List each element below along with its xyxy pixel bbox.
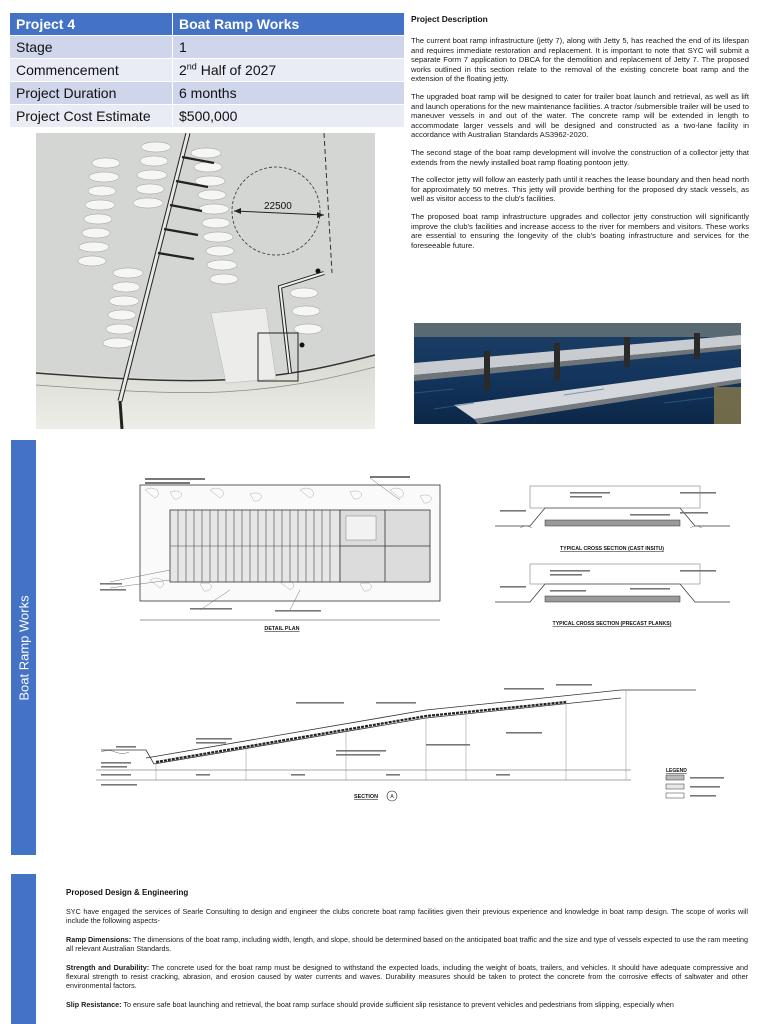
aerial-site-plan (36, 133, 375, 429)
row-label: Stage (10, 36, 173, 59)
row-label: Commencement (10, 59, 173, 82)
design-engineering-section (66, 888, 748, 1018)
description-paragraph: The collector jetty will follow an easterly path until it reaches the lease boundary and then head north for approximately 50 metres. This jetty will provide berthing for the proposed dry stack vessels, as well as visitor access to the club's facilities. (411, 175, 749, 204)
row-label: Project Cost Estimate (10, 105, 173, 128)
design-heading: Proposed Design & Engineering (66, 888, 189, 897)
description-heading: Project Description (411, 14, 488, 24)
section-side-bar-2 (11, 874, 36, 1024)
cross-section-drawings (490, 478, 735, 633)
cross-section-1-title: TYPICAL CROSS SECTION (CAST INSITU) (560, 546, 664, 552)
section-marker: A (390, 794, 394, 800)
table-row-cost (10, 105, 405, 128)
table-row-duration (10, 82, 405, 105)
table-row-stage (10, 36, 405, 59)
design-item-title: Slip Resistance: (66, 999, 122, 1009)
design-item-strength (66, 963, 748, 991)
description-paragraph: The second stage of the boat ramp development will involve the construction of a collector jetty that extends from the newly installed boat ramp floating pontoon jetty. (411, 147, 749, 167)
ordinal-suffix: nd (186, 61, 197, 72)
design-item-text: The dimensions of the boat ramp, including width, length, and slope, should be determined based on the anticipated boat traffic and the size and type of vessels expected to use the ram meeting all relevant Australian Standards. (66, 934, 748, 954)
detail-plan-drawing (100, 470, 480, 635)
legend-swatch (666, 793, 684, 798)
description-paragraph: The upgraded boat ramp will be designed to cater for trailer boat launch and retrieval, as well as lift and launch operations for the new maintenance facilities. A tractor /submersible trailer will be used to maneuver vessels in and out of the water. The concrete ramp will be extended in length to accommodate larger vessels and will be designed and constructed as a two-lane facility in accordance with Australian Standards AS3962-2020. (411, 91, 749, 140)
project-number-cell: Project 4 (10, 13, 173, 36)
design-item-slip-resistance (66, 1000, 748, 1009)
dimension-label: 22500 (264, 201, 292, 212)
long-section-drawing (96, 680, 738, 820)
row-value (173, 59, 405, 82)
commencement-number: 2 (179, 62, 187, 78)
row-value: 1 (173, 36, 405, 59)
cross-section-2-title: TYPICAL CROSS SECTION (PRECAST PLANKS) (552, 621, 672, 627)
floating-pontoon-photo (414, 323, 741, 424)
design-intro: SYC have engaged the services of Searle Consulting to design and engineer the clubs concrete boat ramp facilities given their previous experience and knowledge in boat ramp design. The scope of works will include the following aspects- (66, 907, 748, 926)
section-title: SECTION (354, 794, 378, 800)
commencement-period: Half of 2027 (196, 62, 277, 78)
design-item-text: The concrete used for the boat ramp must be designed to withstand the expected loads, including the weight of boats, trailers, and vehicles. It should have adequate compressive and flexural strength to resist cracking, abrasion, and erosion caused by water currents and waves. Durability measures should be taken to protect the concrete from the corrosive effects of saltwater and other environmental factors. (66, 962, 748, 991)
row-label: Project Duration (10, 82, 173, 105)
project-description (411, 14, 749, 258)
table-header-row (10, 13, 405, 36)
section-side-label: Boat Ramp Works (16, 594, 31, 701)
design-item-title: Ramp Dimensions: (66, 934, 132, 944)
design-item-text: To ensure safe boat launching and retrieval, the boat ramp surface should provide sufficient slip resistance to prevent vehicles and pedestrians from slipping, especially when (121, 999, 674, 1009)
row-value: $500,000 (173, 105, 405, 128)
table-row-commencement (10, 59, 405, 82)
legend-title: LEGEND (666, 768, 687, 774)
legend-swatch (666, 775, 684, 780)
detail-plan-title: DETAIL PLAN (264, 626, 300, 632)
design-item-ramp-dimensions (66, 935, 748, 954)
project-name-cell: Boat Ramp Works (173, 13, 405, 36)
legend-swatch (666, 784, 684, 789)
section-side-bar (11, 440, 36, 855)
project-summary-table (9, 12, 405, 128)
description-paragraph: The proposed boat ramp infrastructure upgrades and collector jetty construction will significantly improve the club's facilities and increase access to the river for members and visitors. These works are essential to ensuring the longevity of the club's boating infrastructure and services for the foreseeable future. (411, 211, 749, 250)
row-value: 6 months (173, 82, 405, 105)
description-paragraph: The current boat ramp infrastructure (jetty 7), along with Jetty 5, has reached the end of its lifespan and requires immediate restoration and replacement. It is important to note that SYC will submit a separate Form 7 application to DBCA for the demolition and replacement of Jetty 7. The proposed works outlined in this section relate to the removal of the existing concrete boat ramp and the extension of the floating jetty. (411, 36, 749, 84)
design-item-title: Strength and Durability: (66, 962, 150, 972)
